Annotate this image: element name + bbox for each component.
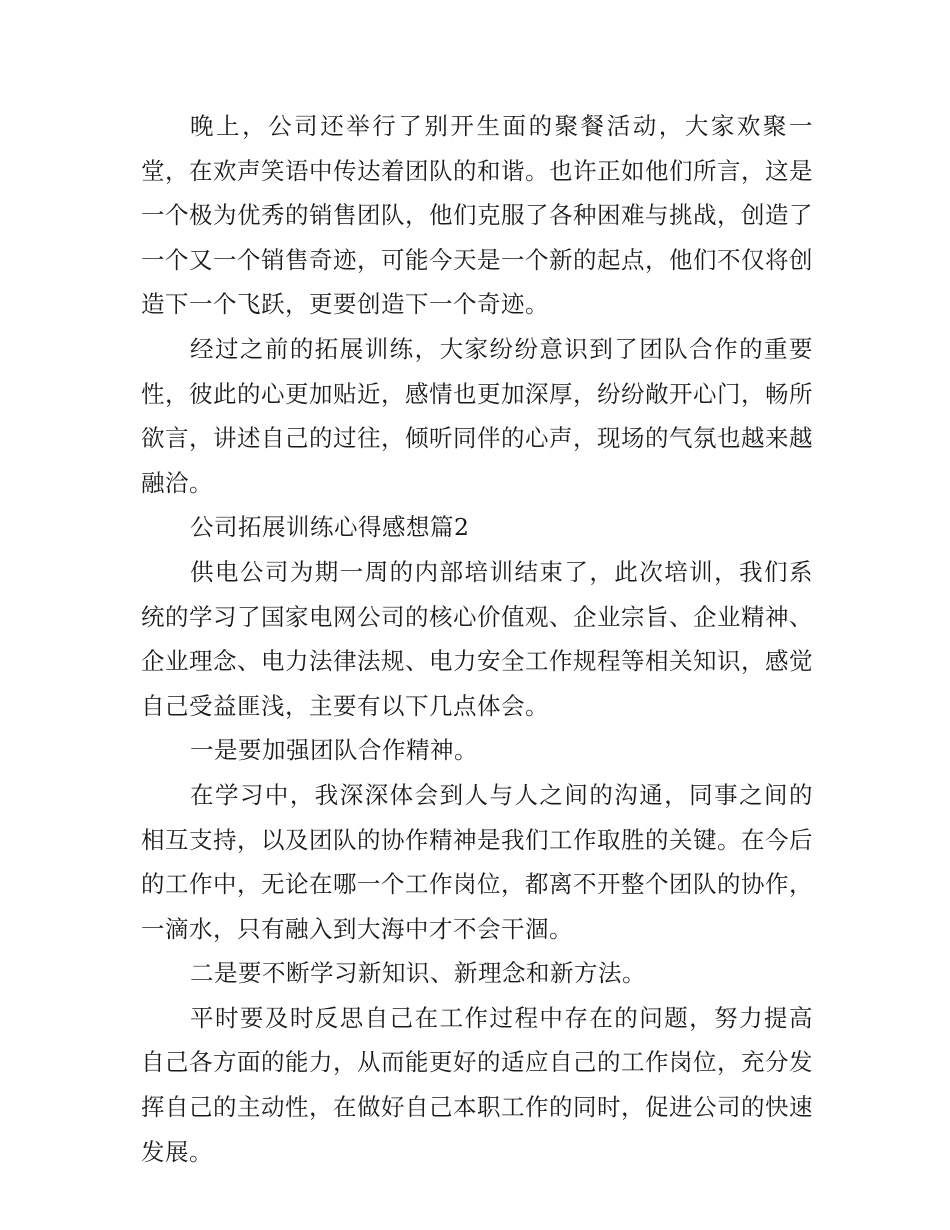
section-heading: 公司拓展训练心得感想篇2 [190,513,470,542]
point-one-heading: 一是要加强团队合作精神。 [190,736,478,765]
paragraph-training-summary: 供电公司为期一周的内部培训结束了，此次培训，我们系统的学习了国家电网公司的核心价值观、企业宗旨、企业精神、企业理念、电力法律法规、电力安全工作规程等相关知识，感觉自己受益匪浅，主要有以下几点体会。 [141,557,813,720]
point-two-heading: 二是要不断学习新知识、新理念和新方法。 [190,959,646,988]
paragraph-dinner-event: 晚上，公司还举行了别开生面的聚餐活动，大家欢聚一堂，在欢声笑语中传达着团队的和谐。也许正如他们所言，这是一个极为优秀的销售团队，他们克服了各种困难与挑战，创造了一个又一个销售奇迹，可能今天是一个新的起点，他们不仅将创造下一个飞跃，更要创造下一个奇迹。 [141,112,813,319]
document-body [141,104,813,1174]
paragraph-team-awareness: 经过之前的拓展训练，大家纷纷意识到了团队合作的重要性，彼此的心更加贴近，感情也更加深厚，纷纷敞开心门，畅所欲言，讲述自己的过往，倾听同伴的心声，现场的气氛也越来越融洽。 [141,334,813,497]
paragraph-teamwork: 在学习中，我深深体会到人与人之间的沟通，同事之间的相互支持，以及团队的协作精神是我们工作取胜的关键。在今后的工作中，无论在哪一个工作岗位，都离不开整个团队的协作，一滴水，只有融入到大海中才不会干涸。 [141,780,813,943]
paragraph-self-improvement: 平时要及时反思自己在工作过程中存在的问题，努力提高自己各方面的能力，从而能更好的适应自己的工作岗位，充分发挥自己的主动性，在做好自己本职工作的同时，促进公司的快速发展。 [141,1003,813,1166]
